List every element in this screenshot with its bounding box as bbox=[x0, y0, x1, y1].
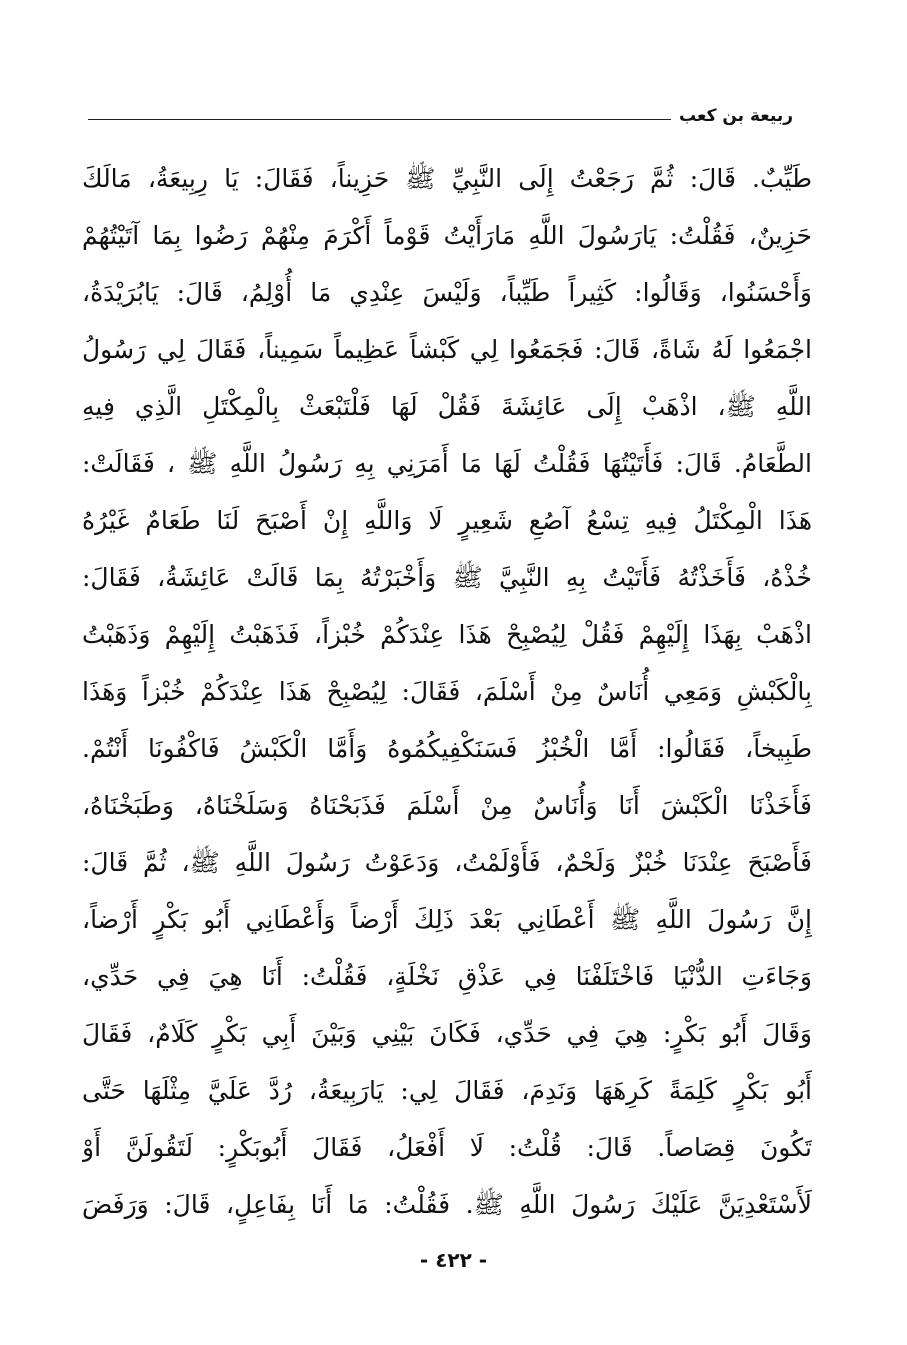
text-line: أَبُو بَكْرٍ كَلِمَةً كَرِهَهَا وَنَدِمَ، فَقَالَ لِي: يَارَبِيعَةُ، رُدَّ عَلَيَّ مِثْلَهَا حَتَّى bbox=[82, 1076, 812, 1105]
text-line: تَكُونَ قِصَاصاً. قَالَ: قُلْتُ: لَا أَفْعَلُ، فَقَالَ أَبُوبَكْرٍ: لَتَقُولَنَّ أَوْ bbox=[82, 1133, 812, 1162]
text-line: اذْهَبْ بِهَذَا إِلَيْهِمْ فَقُلْ لِيُصْبِحْ هَذَا عِنْدَكُمْ خُبْزاً، فَذَهَبْتُ إِلَيْهِمْ وَذَهَبْتُ bbox=[82, 620, 812, 649]
running-title: ربيعة بن كعب bbox=[678, 106, 793, 126]
text-line: هَذَا الْمِكْتَلُ فِيهِ تِسْعُ آصُعِ شَعِيرٍ لَا وَاللَّهِ إِنْ أَصْبَحَ لَنَا طَعَامٌ غَيْرُهُ bbox=[82, 506, 812, 535]
text-line: طَيِّبٌ. قَالَ: ثُمَّ رَجَعْتُ إِلَى النَّبِيِّ ﷺ حَزِيناً، فَقَالَ: يَا رِبِيعَةُ، مَالَكَ bbox=[82, 164, 812, 193]
text-line: بِالْكَبْشِ وَمَعِي أُنَاسٌ مِنْ أَسْلَمَ، فَقَالَ: لِيُصْبِحْ هَذَا عِنْدَكُمْ خُبْزاً وَهَذَا bbox=[82, 677, 812, 706]
text-line: اللَّهِ ﷺ، اذْهَبْ إِلَى عَائِشَةَ فَقُلْ لَهَا فَلْتَبْعَثْ بِالْمِكْتَلِ الَّذِي فِيهِ bbox=[82, 392, 812, 421]
text-line: وَجَاءَتِ الدُّنْيَا فَاخْتَلَفْنَا فِي عَذْقِ نَخْلَةٍ، فَقُلْتُ: أَنَا هِيَ فِي حَدِّي، bbox=[82, 962, 812, 991]
body-text bbox=[82, 150, 812, 1233]
text-line: حَزِينٌ، فَقُلْتُ: يَارَسُولَ اللَّهِ مَارَأَيْتُ قَوْماً أَكْرَمَ مِنْهُمْ رَضُوا بِمَا آتَيْتُهُمْ bbox=[82, 221, 812, 250]
text-line: فَأَصْبَحَ عِنْدَنَا خُبْزٌ وَلَحْمٌ، فَأَوْلَمْتُ، وَدَعَوْتُ رَسُولَ اللَّهِ ﷺ، ثُمَّ قَالَ: bbox=[82, 848, 812, 877]
text-line: فَأَخَذْنَا الْكَبْشَ أَنَا وَأُنَاسٌ مِنْ أَسْلَمَ فَذَبَحْنَاهُ وَسَلَخْنَاهُ، وَطَبَخْنَاهُ، bbox=[82, 791, 812, 820]
text-line: لَأَسْتَعْدِيَنَّ عَلَيْكَ رَسُولَ اللَّهِ ﷺ. فَقُلْتُ: مَا أَنَا بِفَاعِلٍ، قَالَ: وَرَفَضَ bbox=[82, 1190, 812, 1219]
text-line: وَقَالَ أَبُو بَكْرٍ: هِيَ فِي حَدِّي، فَكَانَ بَيْنِي وَبَيْنَ أَبِي بَكْرٍ كَلَامٌ، فَقَالَ bbox=[82, 1019, 812, 1048]
running-header bbox=[88, 96, 793, 126]
text-line: الطَّعَامُ. قَالَ: فَأَتَيْتُهَا فَقُلْتُ لَهَا مَا أَمَرَنِي بِهِ رَسُولُ اللَّهِ ﷺ ، فَقَالَتْ: bbox=[82, 449, 812, 478]
text-line: اجْمَعُوا لَهُ شَاةً، قَالَ: فَجَمَعُوا لِي كَبْشاً عَظِيماً سَمِيناً، فَقَالَ لِي رَسُولُ bbox=[82, 335, 812, 364]
header-rule bbox=[88, 119, 671, 120]
text-line: إِنَّ رَسُولَ اللَّهِ ﷺ أَعْطَانِي بَعْدَ ذَلِكَ أَرْضاً وَأَعْطَانِي أَبُو بَكْرٍ أَرْضاً، bbox=[82, 905, 812, 934]
text-line: طَبِيخاً، فَقَالُوا: أَمَّا الْخُبْزُ فَسَنَكْفِيكُمُوهُ وَأَمَّا الْكَبْشُ فَاكْفُونَا أَنْتُمْ. bbox=[82, 734, 812, 763]
text-line: وَأَحْسَنُوا، وَقَالُوا: كَثِيراً طَيِّباً، وَلَيْسَ عِنْدِي مَا أُوْلِمُ، قَالَ: يَابُرَيْدَةُ، bbox=[82, 278, 812, 307]
page-number: - ٤٢٢ - bbox=[419, 1248, 488, 1272]
text-line: خُذْهُ، فَأَخَذْتُهُ فَأَتَيْتُ بِهِ النَّبِيَّ ﷺ وَأَخْبَرْتُهُ بِمَا قَالَتْ عَائِشَةُ، فَقَالَ: bbox=[82, 563, 812, 592]
